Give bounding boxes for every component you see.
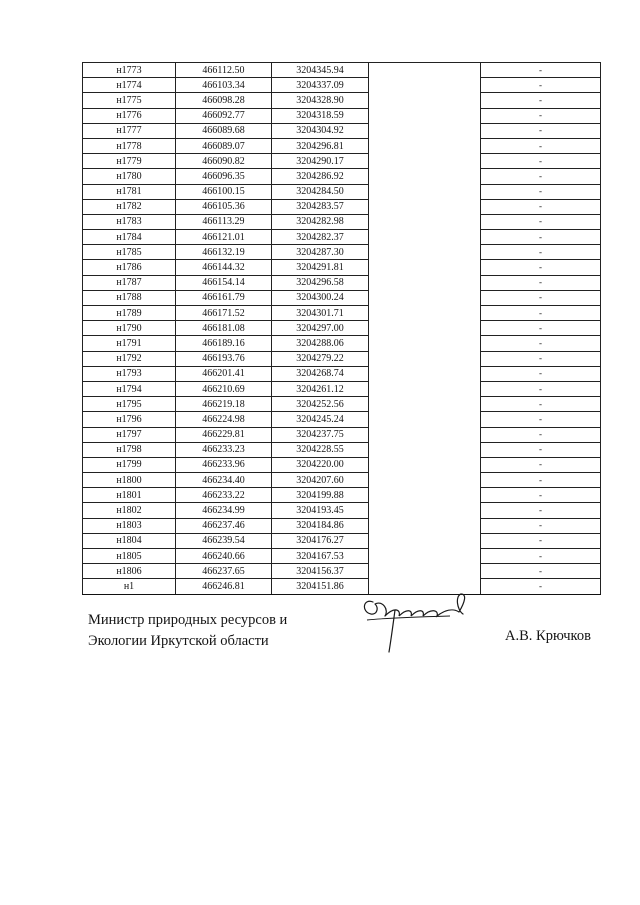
table-row — [83, 230, 601, 245]
dash-cell: - — [481, 564, 601, 579]
point-id-cell: н1782 — [83, 199, 176, 214]
x-coordinate-cell: 466193.76 — [176, 351, 272, 366]
table-row — [83, 381, 601, 396]
y-coordinate-cell: 3204252.56 — [272, 397, 369, 412]
point-id-cell: н1791 — [83, 336, 176, 351]
table-row — [83, 199, 601, 214]
coordinates-table-wrap — [82, 62, 600, 595]
table-row — [83, 138, 601, 153]
table-row — [83, 397, 601, 412]
point-id-cell: н1797 — [83, 427, 176, 442]
table-row — [83, 154, 601, 169]
empty-cell — [369, 473, 481, 488]
signatory-position — [88, 610, 287, 652]
dash-cell: - — [481, 275, 601, 290]
dash-cell: - — [481, 366, 601, 381]
y-coordinate-cell: 3204207.60 — [272, 473, 369, 488]
empty-cell — [369, 154, 481, 169]
y-coordinate-cell: 3204220.00 — [272, 457, 369, 472]
dash-cell: - — [481, 397, 601, 412]
point-id-cell: н1788 — [83, 290, 176, 305]
point-id-cell: н1792 — [83, 351, 176, 366]
y-coordinate-cell: 3204261.12 — [272, 381, 369, 396]
table-row — [83, 78, 601, 93]
y-coordinate-cell: 3204337.09 — [272, 78, 369, 93]
point-id-cell: н1801 — [83, 488, 176, 503]
point-id-cell: н1774 — [83, 78, 176, 93]
table-row — [83, 245, 601, 260]
table-row — [83, 108, 601, 123]
y-coordinate-cell: 3204290.17 — [272, 154, 369, 169]
x-coordinate-cell: 466098.28 — [176, 93, 272, 108]
empty-cell — [369, 488, 481, 503]
point-id-cell: н1796 — [83, 412, 176, 427]
y-coordinate-cell: 3204286.92 — [272, 169, 369, 184]
point-id-cell: н1793 — [83, 366, 176, 381]
point-id-cell: н1802 — [83, 503, 176, 518]
point-id-cell: н1776 — [83, 108, 176, 123]
y-coordinate-cell: 3204282.37 — [272, 230, 369, 245]
x-coordinate-cell: 466224.98 — [176, 412, 272, 427]
point-id-cell: н1787 — [83, 275, 176, 290]
table-row — [83, 366, 601, 381]
empty-cell — [369, 290, 481, 305]
dash-cell: - — [481, 169, 601, 184]
empty-cell — [369, 427, 481, 442]
x-coordinate-cell: 466229.81 — [176, 427, 272, 442]
empty-cell — [369, 245, 481, 260]
table-row — [83, 63, 601, 78]
y-coordinate-cell: 3204167.53 — [272, 549, 369, 564]
point-id-cell: н1790 — [83, 321, 176, 336]
table-row — [83, 549, 601, 564]
dash-cell: - — [481, 473, 601, 488]
dash-cell: - — [481, 214, 601, 229]
signatory-position-line2: Экологии Иркутской области — [88, 633, 269, 649]
x-coordinate-cell: 466181.08 — [176, 321, 272, 336]
y-coordinate-cell: 3204287.30 — [272, 245, 369, 260]
x-coordinate-cell: 466237.46 — [176, 518, 272, 533]
point-id-cell: н1798 — [83, 442, 176, 457]
empty-cell — [369, 533, 481, 548]
y-coordinate-cell: 3204199.88 — [272, 488, 369, 503]
y-coordinate-cell: 3204228.55 — [272, 442, 369, 457]
x-coordinate-cell: 466240.66 — [176, 549, 272, 564]
empty-cell — [369, 336, 481, 351]
table-row — [83, 473, 601, 488]
table-row — [83, 533, 601, 548]
x-coordinate-cell: 466100.15 — [176, 184, 272, 199]
empty-cell — [369, 381, 481, 396]
table-row — [83, 488, 601, 503]
x-coordinate-cell: 466234.99 — [176, 503, 272, 518]
dash-cell: - — [481, 290, 601, 305]
dash-cell: - — [481, 351, 601, 366]
point-id-cell: н1781 — [83, 184, 176, 199]
dash-cell: - — [481, 108, 601, 123]
dash-cell: - — [481, 579, 601, 594]
table-row — [83, 427, 601, 442]
point-id-cell: н1778 — [83, 138, 176, 153]
y-coordinate-cell: 3204291.81 — [272, 260, 369, 275]
dash-cell: - — [481, 381, 601, 396]
y-coordinate-cell: 3204296.81 — [272, 138, 369, 153]
empty-cell — [369, 78, 481, 93]
dash-cell: - — [481, 488, 601, 503]
dash-cell: - — [481, 503, 601, 518]
table-row — [83, 442, 601, 457]
dash-cell: - — [481, 63, 601, 78]
table-row — [83, 184, 601, 199]
table-row — [83, 321, 601, 336]
x-coordinate-cell: 466089.68 — [176, 123, 272, 138]
point-id-cell: н1786 — [83, 260, 176, 275]
table-row — [83, 336, 601, 351]
x-coordinate-cell: 466105.36 — [176, 199, 272, 214]
x-coordinate-cell: 466092.77 — [176, 108, 272, 123]
coordinates-table — [82, 62, 601, 595]
table-row — [83, 503, 601, 518]
y-coordinate-cell: 3204151.86 — [272, 579, 369, 594]
y-coordinate-cell: 3204318.59 — [272, 108, 369, 123]
signatory-position-line1: Министр природных ресурсов и — [88, 612, 288, 628]
y-coordinate-cell: 3204193.45 — [272, 503, 369, 518]
dash-cell: - — [481, 93, 601, 108]
x-coordinate-cell: 466121.01 — [176, 230, 272, 245]
x-coordinate-cell: 466132.19 — [176, 245, 272, 260]
y-coordinate-cell: 3204237.75 — [272, 427, 369, 442]
dash-cell: - — [481, 260, 601, 275]
point-id-cell: н1773 — [83, 63, 176, 78]
point-id-cell: н1804 — [83, 533, 176, 548]
point-id-cell: н1800 — [83, 473, 176, 488]
x-coordinate-cell: 466246.81 — [176, 579, 272, 594]
empty-cell — [369, 260, 481, 275]
point-id-cell: н1785 — [83, 245, 176, 260]
x-coordinate-cell: 466189.16 — [176, 336, 272, 351]
dash-cell: - — [481, 321, 601, 336]
y-coordinate-cell: 3204284.50 — [272, 184, 369, 199]
empty-cell — [369, 442, 481, 457]
empty-cell — [369, 518, 481, 533]
x-coordinate-cell: 466096.35 — [176, 169, 272, 184]
y-coordinate-cell: 3204283.57 — [272, 199, 369, 214]
empty-cell — [369, 397, 481, 412]
x-coordinate-cell: 466112.50 — [176, 63, 272, 78]
x-coordinate-cell: 466090.82 — [176, 154, 272, 169]
dash-cell: - — [481, 427, 601, 442]
empty-cell — [369, 275, 481, 290]
dash-cell: - — [481, 123, 601, 138]
empty-cell — [369, 366, 481, 381]
x-coordinate-cell: 466154.14 — [176, 275, 272, 290]
table-row — [83, 457, 601, 472]
point-id-cell: н1789 — [83, 306, 176, 321]
y-coordinate-cell: 3204268.74 — [272, 366, 369, 381]
dash-cell: - — [481, 442, 601, 457]
y-coordinate-cell: 3204245.24 — [272, 412, 369, 427]
empty-cell — [369, 108, 481, 123]
empty-cell — [369, 138, 481, 153]
x-coordinate-cell: 466113.29 — [176, 214, 272, 229]
dash-cell: - — [481, 336, 601, 351]
table-row — [83, 306, 601, 321]
y-coordinate-cell: 3204328.90 — [272, 93, 369, 108]
table-row — [83, 123, 601, 138]
dash-cell: - — [481, 230, 601, 245]
empty-cell — [369, 230, 481, 245]
point-id-cell: н1777 — [83, 123, 176, 138]
dash-cell: - — [481, 154, 601, 169]
dash-cell: - — [481, 138, 601, 153]
y-coordinate-cell: 3204279.22 — [272, 351, 369, 366]
table-row — [83, 564, 601, 579]
y-coordinate-cell: 3204345.94 — [272, 63, 369, 78]
dash-cell: - — [481, 549, 601, 564]
coordinates-table-body — [83, 63, 601, 595]
point-id-cell: н1775 — [83, 93, 176, 108]
dash-cell: - — [481, 518, 601, 533]
dash-cell: - — [481, 457, 601, 472]
point-id-cell: н1780 — [83, 169, 176, 184]
table-row — [83, 579, 601, 594]
dash-cell: - — [481, 412, 601, 427]
empty-cell — [369, 503, 481, 518]
y-coordinate-cell: 3204176.27 — [272, 533, 369, 548]
x-coordinate-cell: 466171.52 — [176, 306, 272, 321]
table-row — [83, 214, 601, 229]
x-coordinate-cell: 466210.69 — [176, 381, 272, 396]
x-coordinate-cell: 466239.54 — [176, 533, 272, 548]
empty-cell — [369, 457, 481, 472]
point-id-cell: н1795 — [83, 397, 176, 412]
dash-cell: - — [481, 533, 601, 548]
empty-cell — [369, 549, 481, 564]
x-coordinate-cell: 466103.34 — [176, 78, 272, 93]
dash-cell: - — [481, 199, 601, 214]
point-id-cell: н1803 — [83, 518, 176, 533]
empty-cell — [369, 412, 481, 427]
dash-cell: - — [481, 78, 601, 93]
table-row — [83, 412, 601, 427]
x-coordinate-cell: 466234.40 — [176, 473, 272, 488]
point-id-cell: н1806 — [83, 564, 176, 579]
y-coordinate-cell: 3204304.92 — [272, 123, 369, 138]
handwritten-signature — [355, 580, 475, 660]
dash-cell: - — [481, 306, 601, 321]
dash-cell: - — [481, 245, 601, 260]
x-coordinate-cell: 466144.32 — [176, 260, 272, 275]
table-row — [83, 275, 601, 290]
empty-cell — [369, 199, 481, 214]
table-row — [83, 169, 601, 184]
x-coordinate-cell: 466237.65 — [176, 564, 272, 579]
empty-cell — [369, 564, 481, 579]
x-coordinate-cell: 466201.41 — [176, 366, 272, 381]
empty-cell — [369, 169, 481, 184]
x-coordinate-cell: 466219.18 — [176, 397, 272, 412]
empty-cell — [369, 93, 481, 108]
empty-cell — [369, 306, 481, 321]
signatory-name: А.В. Крючков — [505, 628, 591, 644]
y-coordinate-cell: 3204156.37 — [272, 564, 369, 579]
point-id-cell: н1784 — [83, 230, 176, 245]
empty-cell — [369, 63, 481, 78]
point-id-cell: н1779 — [83, 154, 176, 169]
dash-cell: - — [481, 184, 601, 199]
point-id-cell: н1799 — [83, 457, 176, 472]
x-coordinate-cell: 466233.96 — [176, 457, 272, 472]
y-coordinate-cell: 3204282.98 — [272, 214, 369, 229]
table-row — [83, 93, 601, 108]
table-row — [83, 351, 601, 366]
table-row — [83, 290, 601, 305]
empty-cell — [369, 184, 481, 199]
empty-cell — [369, 351, 481, 366]
x-coordinate-cell: 466233.23 — [176, 442, 272, 457]
empty-cell — [369, 321, 481, 336]
point-id-cell: н1805 — [83, 549, 176, 564]
table-row — [83, 518, 601, 533]
y-coordinate-cell: 3204297.00 — [272, 321, 369, 336]
empty-cell — [369, 214, 481, 229]
y-coordinate-cell: 3204184.86 — [272, 518, 369, 533]
y-coordinate-cell: 3204301.71 — [272, 306, 369, 321]
x-coordinate-cell: 466161.79 — [176, 290, 272, 305]
empty-cell — [369, 123, 481, 138]
point-id-cell: н1794 — [83, 381, 176, 396]
x-coordinate-cell: 466089.07 — [176, 138, 272, 153]
table-row — [83, 260, 601, 275]
y-coordinate-cell: 3204300.24 — [272, 290, 369, 305]
point-id-cell: н1 — [83, 579, 176, 594]
x-coordinate-cell: 466233.22 — [176, 488, 272, 503]
y-coordinate-cell: 3204288.06 — [272, 336, 369, 351]
y-coordinate-cell: 3204296.58 — [272, 275, 369, 290]
point-id-cell: н1783 — [83, 214, 176, 229]
